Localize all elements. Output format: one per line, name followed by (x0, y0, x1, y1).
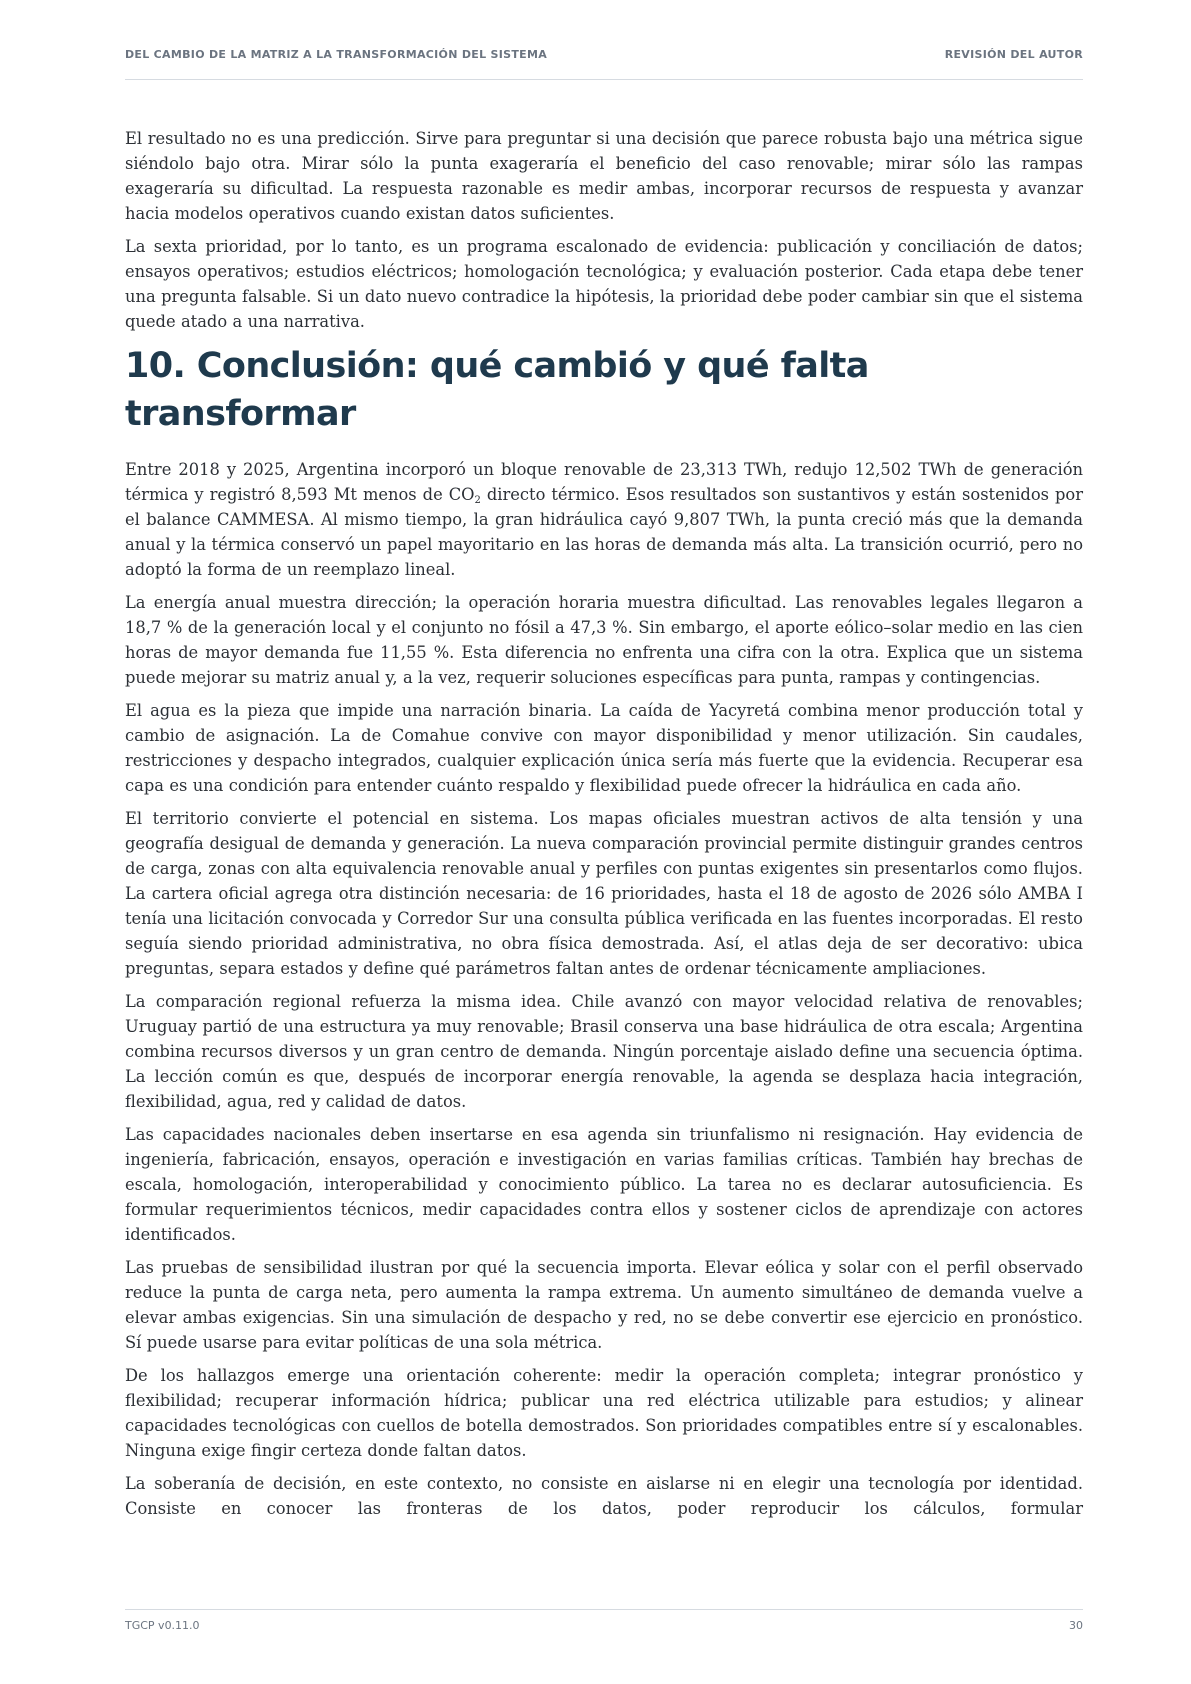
paragraph: El territorio convierte el potencial en sistema. Los mapas oficiales muestran activos de alta tensión y una geografía desigual de demanda y generación. La nueva comparación provincial permite distinguir grandes centros de carga, zonas con alta equivalencia renovable anual y perfiles con puntas exigentes sin presentarlos como flujos. La cartera oficial agrega otra distinción necesaria: de 16 prioridades, hasta el 18 de agosto de 2026 sólo AMBA I tenía una licitación convocada y Corredor Sur una consulta pública verificada en las fuentes incorporadas. El resto seguía siendo prioridad administrativa, no obra física demostrada. Así, el atlas deja de ser decorativo: ubica preguntas, separa estados y define qué parámetros faltan antes de ordenar técnicamente ampliaciones. (125, 809, 1083, 978)
page-number: 30 (1069, 1619, 1083, 1632)
running-header (125, 48, 1083, 61)
running-footer (125, 1619, 1083, 1632)
paragraph-text: directo térmico. Esos resultados son sustantivos y están sostenidos por el balance CAMMESA. Al mismo tiempo, la gran hidráulica cayó 9,807 TWh, la punta creció más que la demanda anual y la térmica conservó un papel mayoritario en las horas de demanda más alta. La transición ocurrió, pero no adoptó la forma de un reemplazo lineal. (125, 485, 1083, 579)
paragraph: El agua es la pieza que impide una narración binaria. La caída de Yacyretá combina menor producción total y cambio de asignación. La de Comahue convive con mayor disponibilidad y menor utilización. Sin caudales, restricciones y despacho integrados, cualquier explicación única sería más fuerte que la evidencia. Recuperar esa capa es una condición para entender cuánto respaldo y flexibilidad puede ofrecer la hidráulica en cada año. (125, 701, 1083, 795)
subscript: 2 (474, 495, 481, 506)
running-header-title: DEL CAMBIO DE LA MATRIZ A LA TRANSFORMACIÓN DEL SISTEMA (125, 48, 548, 61)
running-header-status: REVISIÓN DEL AUTOR (944, 48, 1083, 61)
header-divider (125, 79, 1083, 80)
paragraph: La sexta prioridad, por lo tanto, es un programa escalonado de evidencia: publicación y conciliación de datos; ensayos operativos; estudios eléctricos; homologación tecnológica; y evaluación posterior. Cada etapa debe tener una pregunta falsable. Si un dato nuevo contradice la hipótesis, la prioridad debe poder cambiar sin que el sistema quede atado a una narrativa. (125, 237, 1083, 331)
page-content (125, 126, 1083, 1521)
paragraph: De los hallazgos emerge una orientación coherente: medir la operación completa; integrar pronóstico y flexibilidad; recuperar información hídrica; publicar una red eléctrica utilizable para estudios; y alinear capacidades tecnológicas con cuellos de botella demostrados. Son prioridades compatibles entre sí y escalonables. Ninguna exige fingir certeza donde faltan datos. (125, 1366, 1083, 1460)
footer-divider (125, 1609, 1083, 1610)
section-heading: 10. Conclusión: qué cambió y qué falta transformar (125, 346, 869, 434)
paragraph: La energía anual muestra dirección; la operación horaria muestra dificultad. Las renovables legales llegaron a 18,7 % de la generación local y el conjunto no fósil a 47,3 %. Sin embargo, el aporte eólico–solar medio en las cien horas de mayor demanda fue 11,55 %. Esta diferencia no enfrenta una cifra con la otra. Explica que un sistema puede mejorar su matriz anual y, a la vez, requerir soluciones específicas para punta, rampas y contingencias. (125, 593, 1083, 687)
paragraph (125, 457, 1083, 582)
paragraph-text: Entre 2018 y 2025, Argentina incorporó un bloque renovable de 23,313 TWh, redujo 12,502 TWh de generación térmica y registró 8,593 Mt menos de CO (125, 460, 1083, 504)
paragraph: Las pruebas de sensibilidad ilustran por qué la secuencia importa. Elevar eólica y solar con el perfil observado reduce la punta de carga neta, pero aumenta la rampa extrema. Un aumento simultáneo de demanda vuelve a elevar ambas exigencias. Sin una simulación de despacho y red, no se debe convertir ese ejercicio en pronóstico. Sí puede usarse para evitar políticas de una sola métrica. (125, 1258, 1083, 1352)
paragraph: El resultado no es una predicción. Sirve para preguntar si una decisión que parece robusta bajo una métrica sigue siéndolo bajo otra. Mirar sólo la punta exageraría el beneficio del caso renovable; mirar sólo las rampas exageraría su dificultad. La respuesta razonable es medir ambas, incorporar recursos de respuesta y avanzar hacia modelos operativos cuando existan datos suficientes. (125, 129, 1083, 223)
paragraph: La comparación regional refuerza la misma idea. Chile avanzó con mayor velocidad relativa de renovables; Uruguay partió de una estructura ya muy renovable; Brasil conserva una base hidráulica de otra escala; Argentina combina recursos diversos y un gran centro de demanda. Ningún porcentaje aislado define una secuencia óptima. La lección común es que, después de incorporar energía renovable, la agenda se desplaza hacia integración, flexibilidad, agua, red y calidad de datos. (125, 992, 1083, 1111)
paragraph-continued: La soberanía de decisión, en este contexto, no consiste en aislarse ni en elegir una tecnología por identidad. Consiste en conocer las fronteras de los datos, poder reproducir los cálculos, formular (125, 1474, 1083, 1518)
paragraph: Las capacidades nacionales deben insertarse en esa agenda sin triunfalismo ni resignación. Hay evidencia de ingeniería, fabricación, ensayos, operación e investigación en varias familias críticas. También hay brechas de escala, homologación, interoperabilidad y conocimiento público. La tarea no es declarar autosuficiencia. Es formular requerimientos técnicos, medir capacidades contra ellos y sostener ciclos de aprendizaje con actores identificados. (125, 1125, 1083, 1244)
version-label: TGCP v0.11.0 (125, 1619, 200, 1632)
document-page (125, 0, 1083, 1684)
